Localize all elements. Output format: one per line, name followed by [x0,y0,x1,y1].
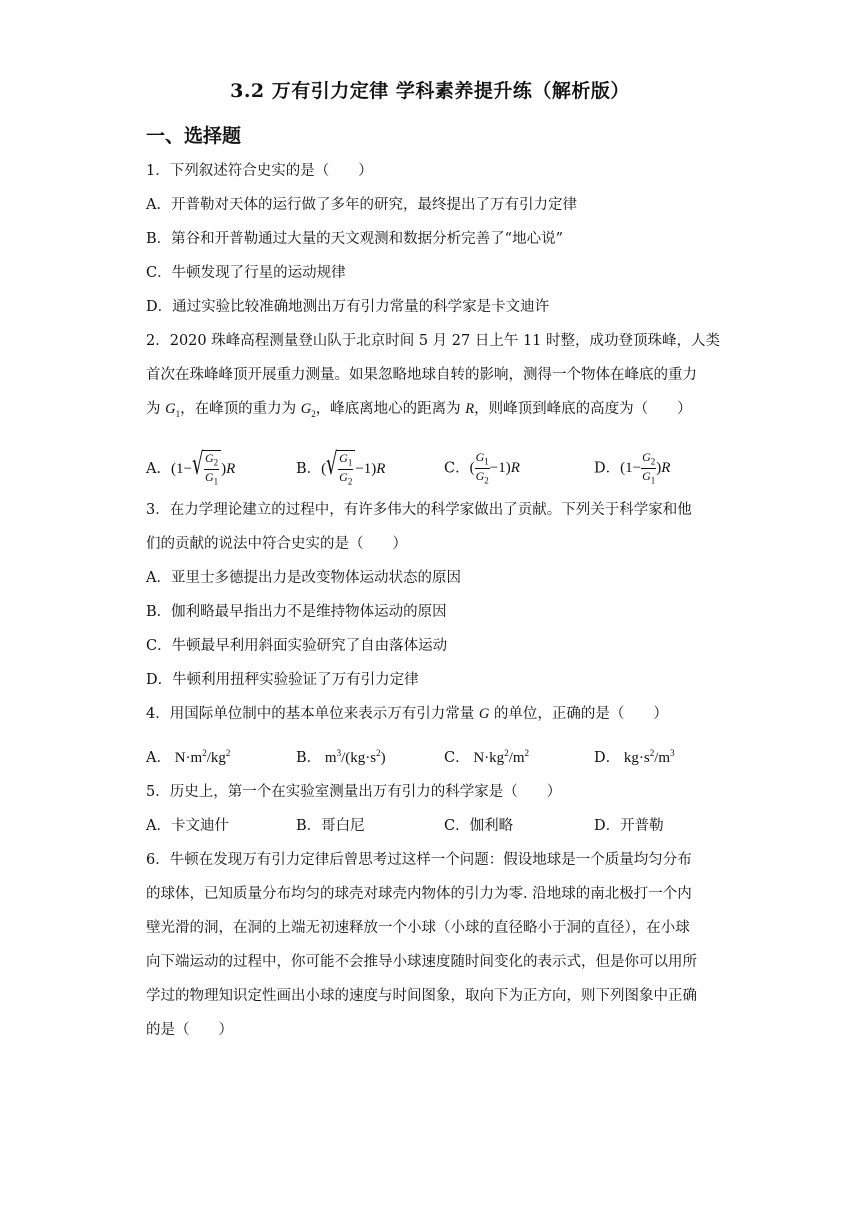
q6-line-5: 学过的物理知识定性画出小球的速度与时间图象，取向下为正方向，则下列图象中正确 [146,988,697,1004]
q6-line-3: 壁光滑的洞，在洞的上端无初速释放一个小球（小球的直径略小于洞的直径），在小球 [146,920,690,936]
q1-stem: 1．下列叙述符合史实的是（ ） [146,163,373,179]
q6-line-2: 的球体，已知质量分布均匀的球壳对球壳内物体的引力为零. 沿地球的南北极打一个内 [146,886,692,902]
q3-line-1: 3．在力学理论建立的过程中，有许多伟大的科学家做出了贡献。下列关于科学家和他 [146,502,692,518]
symbol-g: G [478,706,490,722]
unit-b: $m^3/(kg\cdot s^2)$ [321,748,386,766]
formula-d: (1− $\frac{G_2}{G_1}$ )R [620,450,671,486]
q3-option-c: C．牛顿最早利用斜面实验研究了自由落体运动 [146,638,448,654]
q3-line-2: 们的贡献的说法中符合史实的是（ ） [146,536,407,552]
q1-option-a: A．开普勒对天体的运行做了多年的研究，最终提出了万有引力定律 [146,197,577,213]
q5-option-d: D．开普勒 [594,818,664,834]
unit-d: $kg\cdot s^2/m^3$ [620,748,675,766]
q6-line-6: 的是（ ） [146,1022,233,1038]
q4-stem: 4．用国际单位制中的基本单位来表示万有引力常量 G 的单位，正确的是（ ） [146,706,668,722]
formula-a: (1− √ $\frac{G_2}{G_1}$ )R [170,447,236,487]
unit-c: $N\cdot kg^2/m^2$ [469,748,530,766]
q5-option-a: A．卡文迪什 [146,818,229,834]
q3-option-a: A．亚里士多德提出力是改变物体运动状态的原因 [146,570,461,586]
q5-stem: 5．历史上，第一个在实验室测量出万有引力的科学家是（ ） [146,784,562,800]
q5-option-b: B．哥白尼 [296,818,365,834]
unit-a: $N\cdot m^2/kg^2$ [170,748,231,766]
symbol-g2: $G_2$ [300,401,316,419]
q2-option-d: D．(1− $\frac{G_2}{G_1}$ )R [594,450,671,486]
q4-option-d: D． $kg\cdot s^2/m^3$ [594,748,675,766]
symbol-r: R [465,401,475,417]
q3-option-d: D．牛顿利用扭秤实验验证了万有引力定律 [146,672,419,688]
q4-option-b: B． $m^3/(kg\cdot s^2)$ [296,748,386,766]
q5-option-c: C．伽利略 [444,818,514,834]
q4-option-c: C． $N\cdot kg^2/m^2$ [444,748,530,766]
q6-line-1: 6．牛顿在发现万有引力定律后曾思考过这样一个问题：假设地球是一个质量均匀分布 [146,852,692,868]
formula-c: ( $\frac{G_1}{G_2}$ −1)R [469,450,520,486]
q6-line-4: 向下端运动的过程中，你可能不会推导小球速度随时间变化的表示式，但是你可以用所 [146,954,697,970]
q1-option-b: B．第谷和开普勒通过大量的天文观测和数据分析完善了“地心说” [146,231,563,247]
document-title: 3.2 万有引力定律 学科素养提升练（解析版） [230,80,630,102]
symbol-g1: $G_1$ [165,401,181,419]
q1-option-d: D．通过实验比较准确地测出万有引力常量的科学家是卡文迪许 [146,299,550,315]
q3-option-b: B．伽利略最早指出力不是维持物体运动的原因 [146,604,447,620]
q4-option-a: A． $N\cdot m^2/kg^2$ [146,748,231,766]
q2-option-c: C．( $\frac{G_1}{G_2}$ −1)R [444,450,520,486]
formula-b: ( √ $\frac{G_1}{G_2}$ −1)R [321,447,386,487]
q1-option-c: C．牛顿发现了行星的运动规律 [146,265,346,281]
q2-option-b: B．( √ $\frac{G_1}{G_2}$ −1)R [296,447,386,487]
q2-line-2: 首次在珠峰峰顶开展重力测量。如果忽略地球自转的影响，测得一个物体在峰底的重力 [146,367,697,383]
q2-line-3: 为 $G_1$，在峰顶的重力为 $G_2$，峰底离地心的距离为 R，则峰顶到峰底的高度为（ ） [146,401,692,419]
q2-line-1: 2．2020 珠峰高程测量登山队于北京时间 5 月 27 日上午 11 时整，成功登顶珠峰，人类 [146,333,721,349]
section-heading: 一、选择题 [146,125,242,147]
q2-option-a: A．(1− √ $\frac{G_2}{G_1}$ )R [146,447,236,487]
